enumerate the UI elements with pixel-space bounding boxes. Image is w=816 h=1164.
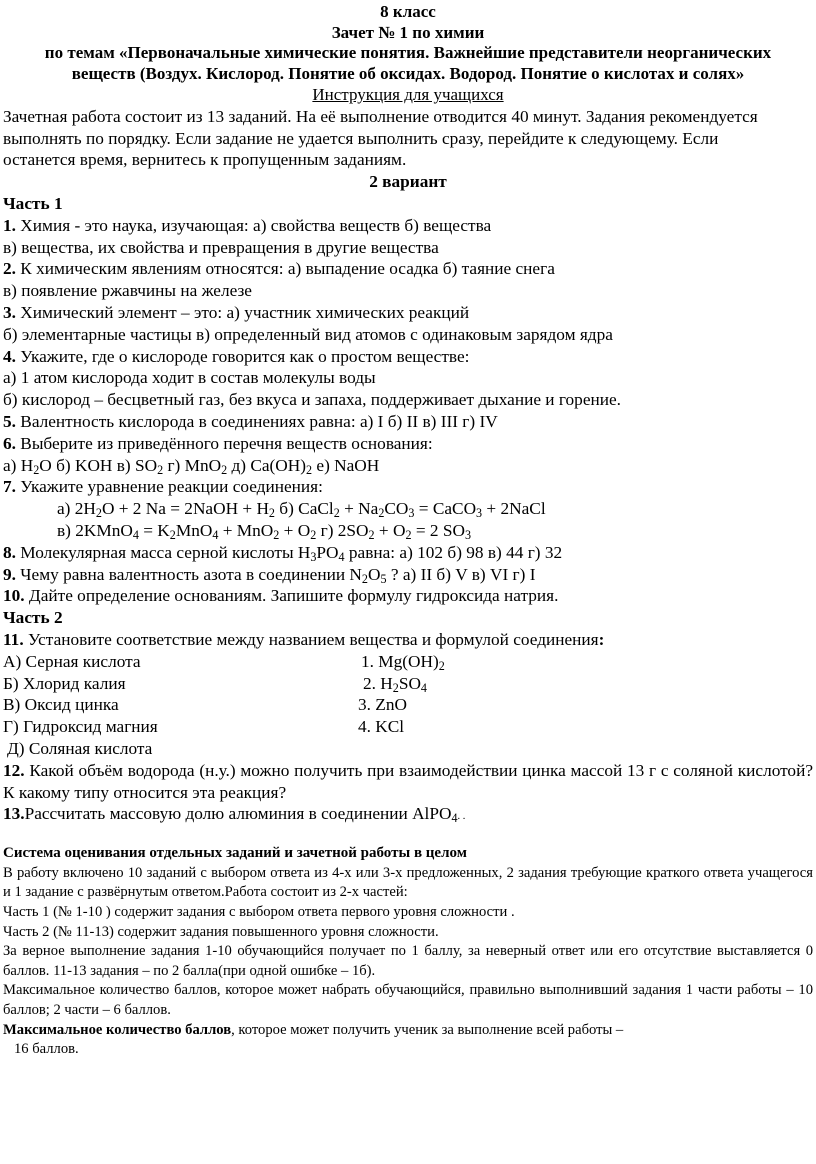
question-10: 10. Дайте определение основаниям. Запишите формулу гидроксида натрия. [3, 586, 559, 606]
question-6: 6. Выберите из приведённого перечня веществ основания: [3, 433, 433, 453]
question-4-line2: а) 1 атом кислорода ходит в состав молекулы воды [3, 368, 376, 388]
match-row-3: В) Оксид цинка 3. ZnO [3, 695, 407, 715]
instruction-title: Инструкция для учащихся [312, 85, 504, 105]
grade-label: 8 класс [380, 2, 436, 21]
question-7: 7. Укажите уравнение реакции соединения: [3, 477, 323, 497]
grading-p4: За верное выполнение задания 1-10 обучающийся получает по 1 баллу, за неверный ответ или его отсутствие выставляется 0 баллов. 11-13 задания – по 2 балла(при одной ошибке – 1б). [3, 943, 813, 979]
question-5: 5. Валентность кислорода в соединениях равна: а) I б) II в) III г) IV [3, 412, 498, 432]
question-12: 12. Какой объём водорода (н.у.) можно получить при взаимодействии цинка массой 13 г с соляной кислотой? К какому типу относится эта реакция? [3, 760, 813, 802]
question-1: 1. Химия - это наука, изучающая: а) свойства веществ б) вещества [3, 215, 492, 235]
question-8: 8. Молекулярная масса серной кислоты $H_3PO_4$ равна: а) 102 б) 98 в) 44 г) 32 [3, 542, 563, 564]
question-2-line2: в) появление ржавчины на железе [3, 281, 252, 301]
part1-title: Часть 1 [3, 194, 63, 214]
grading-p1: В работу включено 10 заданий с выбором ответа из 4-х или 3-х предложенных, 2 задания требующие краткого ответа учащегося и 1 задание с развёрнутым ответом.Работа состоит из 2-х частей: [3, 864, 813, 901]
match-row-1: А) Серная кислота 1. $Mg(OH)_2$ [3, 651, 445, 673]
document-header [0, 2, 816, 84]
test-topic: по темам «Первоначальные химические понятия. Важнейшие представители неорганических веществ (Воздух. Кислород. Понятие об оксидах. Водород. Понятие о кислотах и солях» [44, 43, 772, 83]
match-row-4: Г) Гидроксид магния 4. KCl [3, 717, 405, 737]
question-13: 13.Рассчитать массовую долю алюминия в соединении AlPO$_4$. . [3, 804, 466, 826]
question-7-options-ab: а) $2H_2O + 2$ Na = 2NaOH + $H_2$ б) CaCl$_2$ + $Na_2CO_3$ = CaCO$_3$ + 2NaCl [57, 499, 546, 521]
grading-section [0, 844, 816, 1060]
instruction-text: Зачетная работа состоит из 13 заданий. На её выполнение отводится 40 минут. Задания рекомендуется выполнять по порядку. Если задание не удается выполнить сразу, перейдите к следующему. Если останется время, вернитесь к пропущенным заданиям. [3, 106, 758, 170]
question-4: 4. Укажите, где о кислороде говорится как о простом веществе: [3, 346, 470, 366]
question-3-line2: б) элементарные частицы в) определенный вид атомов с одинаковым зарядом ядра [3, 324, 613, 344]
question-11: 11. Установите соответствие между названием вещества и формулой соединения: [3, 630, 605, 649]
variant-label: 2 вариант [369, 172, 447, 192]
grading-p6: Максимальное количество баллов, которое может получить ученик за выполнение всей работы – [3, 1021, 624, 1038]
question-3: 3. Химический элемент – это: а) участник химических реакций [3, 303, 470, 323]
question-7-options-vg: в) 2KMnO$_4$ = $K_2MnO_4 + MnO_2 + O_2$ г) $2SO_2 + O_2 = 2$ $SO_3$ [57, 521, 472, 543]
grading-p7: 16 баллов. [14, 1041, 79, 1058]
question-6-options: а) $H_2O$ б) KOH в) $SO_2$ г) MnO$_2$ д) $Ca(OH)_2$ е) NaOH [3, 455, 380, 477]
match-row-2: Б) Хлорид калия 2. $H_2SO_4$ [3, 673, 427, 695]
question-1-line2: в) вещества, их свойства и превращения в другие вещества [3, 237, 439, 257]
question-9: 9. Чему равна валентность азота в соединении $N_2O_5$ ? а) II б) V в) VI г) I [3, 564, 536, 586]
grading-p5: Максимальное количество баллов, которое может набрать обучающийся, правильно выполнивший задания 1 части работы – 10 баллов; 2 части – 6 баллов. [3, 982, 813, 1018]
question-2: 2. К химическим явлениям относятся: а) выпадение осадка б) таяние снега [3, 259, 555, 279]
grading-p3: Часть 2 (№ 11-13) содержит задания повышенного уровня сложности. [3, 923, 439, 940]
test-title: Зачет № 1 по химии [331, 22, 485, 42]
grading-p2: Часть 1 (№ 1-10 ) содержит задания с выбором ответа первого уровня сложности . [3, 903, 515, 920]
match-row-5: Д) Соляная кислота [7, 738, 153, 758]
question-4-line3: б) кислород – бесцветный газ, без вкуса и запаха, поддерживает дыхание и горение. [3, 390, 621, 410]
part2-title: Часть 2 [3, 608, 63, 628]
grading-title: Система оценивания отдельных заданий и зачетной работы в целом [3, 845, 467, 862]
